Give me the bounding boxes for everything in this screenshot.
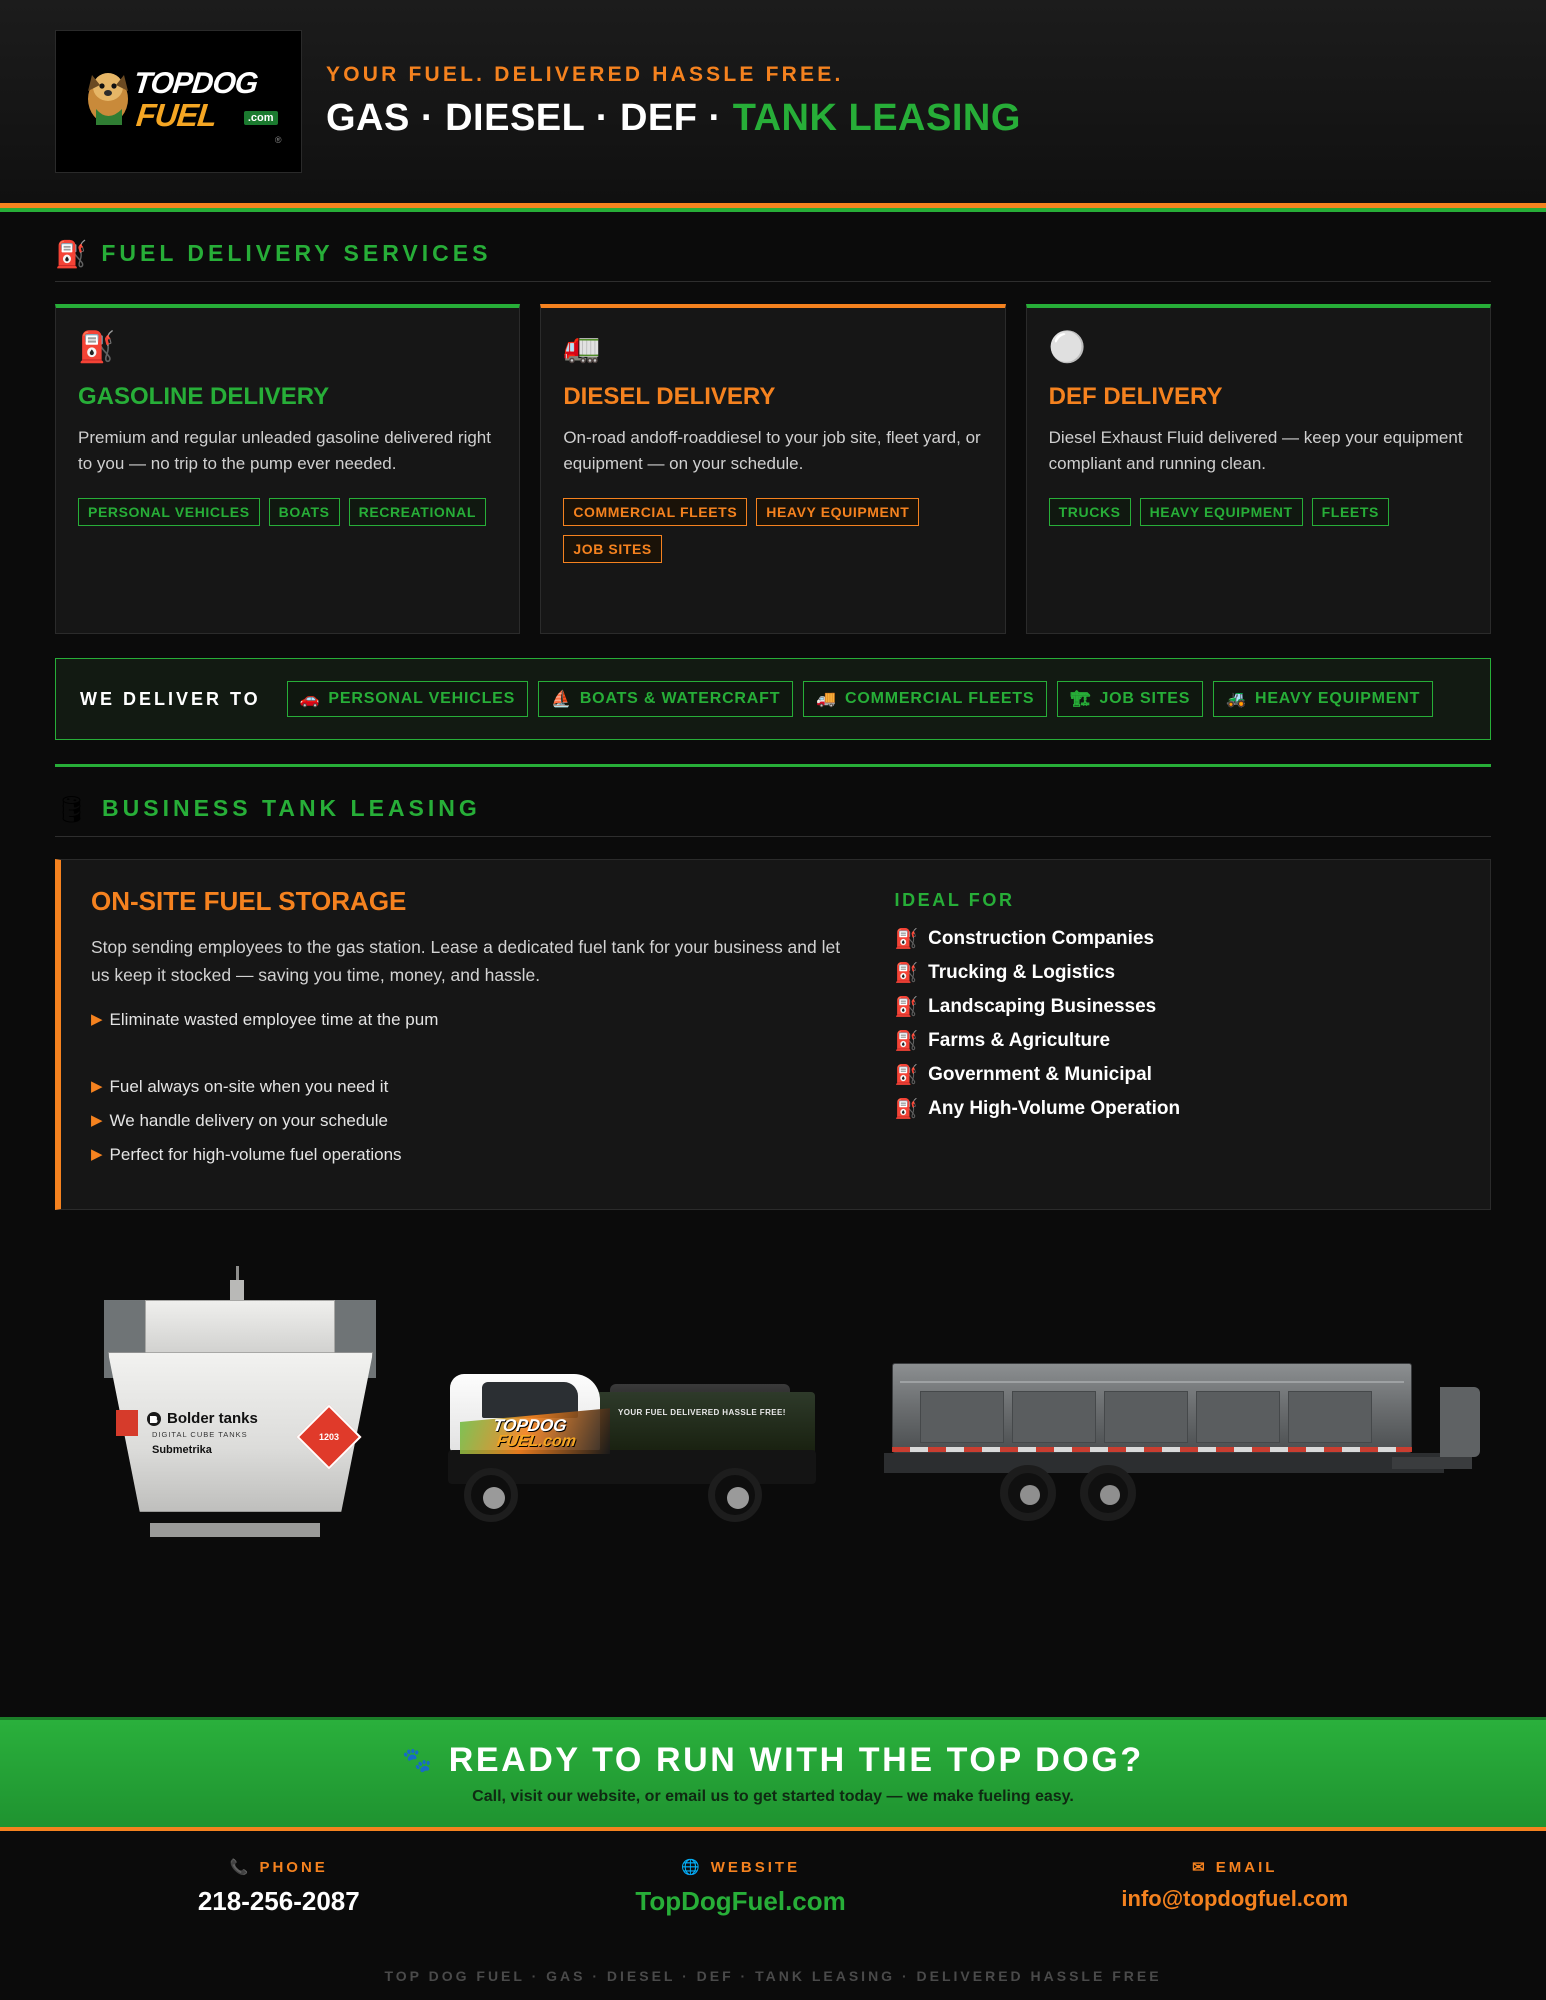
car-icon: 🚗 <box>299 691 321 708</box>
tag: TRUCKS <box>1049 498 1131 526</box>
logo-name-top: TOPDOG <box>131 66 259 100</box>
tractor-icon: 🚜 <box>1226 691 1247 708</box>
leasing-panel-body: Stop sending employees to the gas station. Lease a dedicated fuel tank for your business and let us keep it stocked — saving you time, money, and hassle. <box>91 937 841 986</box>
leasing-panel <box>55 859 1491 1210</box>
ideal-for-item-label: Any High-Volume Operation <box>928 1098 1181 1119</box>
trailer-wheel <box>1000 1465 1056 1521</box>
tank-top <box>145 1300 335 1358</box>
card-body: Premium and regular unleaded gasoline delivered right to you — no trip to the pump ever needed. <box>78 428 491 474</box>
service-card-def <box>1026 304 1491 634</box>
cta-title-row <box>402 1741 1144 1780</box>
card-body: On-road andoff-roaddiesel to your job site, fleet yard, or equipment — on your schedule. <box>563 428 981 474</box>
section-divider <box>55 764 1491 767</box>
card-tags <box>563 498 982 563</box>
gas-can-icon: ⛽ <box>894 929 919 950</box>
cta-title: READY TO RUN WITH THE TOP DOG? <box>448 1741 1144 1779</box>
trailer-panel <box>920 1391 1004 1443</box>
boat-icon: ⛵ <box>551 691 572 708</box>
ideal-for-title: IDEAL FOR <box>894 890 1015 910</box>
cta-subtitle: Call, visit our website, or email us to get started today — we make fueling easy. <box>472 1788 1074 1805</box>
gas-can-icon: ⛽ <box>894 1065 919 1086</box>
trailer-panel <box>1012 1391 1096 1443</box>
paw-prints-icon: 🐾 <box>402 1747 435 1774</box>
header-tagline: YOUR FUEL. DELIVERED HASSLE FREE. <box>326 63 844 86</box>
truck-wheel <box>464 1468 518 1522</box>
arrow-icon: ▶ <box>91 1146 103 1164</box>
service-card-gasoline <box>55 304 520 634</box>
deliver-to-item <box>803 681 1047 717</box>
photo-strip <box>0 1232 1546 1622</box>
tank-brand-sub: DIGITAL CUBE TANKS <box>152 1430 248 1440</box>
trailer-lid-line <box>900 1381 1404 1383</box>
leasing-bullet <box>91 1077 854 1097</box>
delivery-truck-photo <box>440 1350 840 1530</box>
trailer-panel <box>1104 1391 1188 1443</box>
headline-green-part: TANK LEASING <box>732 97 1021 139</box>
leasing-bullet-label: Fuel always on-site when you need it <box>109 1077 389 1097</box>
fuel-tank-photo <box>90 1262 390 1537</box>
deliver-to-bar <box>55 658 1491 740</box>
leasing-bullet-label: Eliminate wasted employee time at the pum <box>109 1009 439 1029</box>
ideal-for-item <box>894 1097 1460 1121</box>
truck-icon: 🚚 <box>816 691 838 708</box>
deliver-to-item-label: PERSONAL VEHICLES <box>328 690 516 707</box>
arrow-icon: ▶ <box>91 1010 103 1028</box>
gas-can-icon: ⛽ <box>894 1099 919 1120</box>
logo <box>55 30 302 173</box>
ideal-for-item <box>894 1063 1460 1087</box>
headline-white-part: GAS · DIESEL · DEF · <box>326 97 733 139</box>
deliver-to-item-label: HEAVY EQUIPMENT <box>1254 690 1421 707</box>
contact-website[interactable] <box>635 1858 845 1917</box>
card-tags <box>78 498 497 526</box>
leasing-bullet <box>91 1111 854 1131</box>
service-card-diesel <box>540 304 1005 634</box>
trailer-panel <box>1196 1391 1280 1443</box>
delivery-truck-icon: 🚛 <box>563 331 601 364</box>
leasing-section-title: BUSINESS TANK LEASING <box>102 795 481 821</box>
card-body: Diesel Exhaust Fluid delivered — keep your equipment compliant and running clean. <box>1048 428 1463 474</box>
tag: PERSONAL VEHICLES <box>78 498 260 526</box>
contact-label-row <box>198 1858 360 1876</box>
logo-name-bottom: FUEL <box>134 96 218 133</box>
ideal-for-item-label: Government & Municipal <box>928 1064 1152 1085</box>
trailer-panel <box>1288 1391 1372 1443</box>
ideal-for-item-label: Landscaping Businesses <box>928 996 1157 1017</box>
tank-brand <box>146 1410 258 1427</box>
contact-row <box>0 1840 1546 1917</box>
deliver-to-item <box>538 681 793 717</box>
card-tags <box>1049 498 1468 526</box>
tank-brand-secondary: Submetrika <box>152 1444 212 1457</box>
tank-foot <box>150 1523 320 1537</box>
ideal-for-item <box>894 927 1460 951</box>
email-icon: ✉ <box>1192 1859 1208 1876</box>
trailer-frame <box>884 1453 1444 1473</box>
ideal-for-item <box>894 995 1460 1019</box>
trailer-tongue <box>1392 1457 1472 1469</box>
deliver-to-label: WE DELIVER TO <box>80 688 261 709</box>
tag: FLEETS <box>1312 498 1389 526</box>
arrow-icon: ▶ <box>91 1078 103 1096</box>
contact-label: EMAIL <box>1215 1858 1278 1876</box>
contact-value[interactable]: info@topdogfuel.com <box>1121 1886 1349 1911</box>
tank-warning-label <box>116 1410 138 1436</box>
truck-wheel <box>708 1468 762 1522</box>
contact-value[interactable]: TopDogFuel.com <box>635 1886 846 1916</box>
fuel-trailer-photo <box>880 1347 1480 1532</box>
truck-slogan: YOUR FUEL DELIVERED HASSLE FREE! <box>618 1408 786 1418</box>
page-header <box>0 0 1546 203</box>
deliver-to-item <box>1213 681 1433 717</box>
card-title: DEF DELIVERY <box>1048 383 1223 410</box>
deliver-to-item-label: JOB SITES <box>1099 690 1191 707</box>
leasing-panel-left <box>91 886 854 1179</box>
fuel-drum-icon: 🛢 <box>55 793 89 824</box>
card-title: DIESEL DELIVERY <box>563 383 776 410</box>
tag: JOB SITES <box>563 535 662 563</box>
leasing-bullet <box>91 1044 854 1064</box>
tag: BOATS <box>269 498 340 526</box>
truck-brand-top: TOPDOG <box>491 1416 568 1436</box>
leasing-panel-title: ON-SITE FUEL STORAGE <box>91 886 407 916</box>
contact-phone[interactable] <box>198 1858 360 1917</box>
tag: HEAVY EQUIPMENT <box>1140 498 1303 526</box>
deliver-to-items <box>287 681 1434 717</box>
gas-can-icon: ⛽ <box>55 238 88 269</box>
contact-value[interactable]: 218-256-2087 <box>197 1886 360 1916</box>
phone-icon: 📞 <box>229 1859 252 1876</box>
truck-bed <box>590 1392 815 1454</box>
tag: RECREATIONAL <box>349 498 486 526</box>
def-fluid-icon: ⚪ <box>1048 331 1087 364</box>
tag: HEAVY EQUIPMENT <box>756 498 919 526</box>
gas-can-icon: ⛽ <box>894 997 919 1018</box>
service-cards <box>55 304 1491 634</box>
leasing-section-heading <box>55 795 1491 837</box>
globe-icon: 🌐 <box>681 1859 703 1876</box>
card-title: GASOLINE DELIVERY <box>78 383 330 410</box>
contact-label: PHONE <box>259 1858 328 1876</box>
logo-com: .com <box>244 111 278 125</box>
logo-wordmark <box>128 67 259 134</box>
contact-label-row <box>635 1858 845 1876</box>
leasing-bullet <box>91 1010 854 1030</box>
services-section-title: FUEL DELIVERY SERVICES <box>101 240 492 266</box>
tag: COMMERCIAL FLEETS <box>563 498 747 526</box>
ideal-for-item-label: Trucking & Logistics <box>928 962 1116 983</box>
contact-label: WEBSITE <box>710 1858 801 1876</box>
deliver-to-item-label: BOATS & WATERCRAFT <box>579 690 781 707</box>
construction-icon: 🏗 <box>1070 691 1092 708</box>
hazmat-placard-number: 1203 <box>318 1432 340 1443</box>
contact-label-row <box>1121 1858 1348 1876</box>
ideal-for-item <box>894 961 1460 985</box>
trailer-reflective-stripe <box>892 1447 1412 1452</box>
leasing-bullet-label: Perfect for high-volume fuel operations <box>109 1145 402 1165</box>
leasing-panel-right <box>894 886 1460 1179</box>
trailer-wheel <box>1080 1465 1136 1521</box>
trailer-nose <box>1440 1387 1480 1457</box>
header-green-rule <box>0 208 1546 212</box>
deliver-to-item <box>1057 681 1203 717</box>
cta-banner <box>0 1717 1546 1831</box>
leasing-bullet-label: We handle delivery on your schedule <box>109 1111 389 1131</box>
services-section-heading <box>55 240 1491 282</box>
gas-can-icon: ⛽ <box>894 1031 919 1052</box>
arrow-icon: ▶ <box>91 1112 103 1130</box>
leasing-bullet <box>91 1145 854 1165</box>
ideal-for-item-label: Farms & Agriculture <box>928 1030 1111 1051</box>
bolder-tanks-logo-icon <box>146 1411 162 1427</box>
truck-brand-bottom: FUEL.com <box>495 1433 578 1451</box>
contact-email[interactable] <box>1121 1858 1348 1912</box>
gas-can-icon: ⛽ <box>894 963 919 984</box>
logo-registered-mark: ® <box>274 134 282 145</box>
deliver-to-item <box>287 681 528 717</box>
deliver-to-item-label: COMMERCIAL FLEETS <box>845 690 1035 707</box>
footer-note: TOP DOG FUEL · GAS · DIESEL · DEF · TANK LEASING · DELIVERED HASSLE FREE <box>384 1968 1162 1984</box>
truck-brand-text <box>490 1416 580 1451</box>
ideal-for-item-label: Construction Companies <box>928 928 1155 949</box>
ideal-for-item <box>894 1029 1460 1053</box>
header-headline <box>326 97 1021 140</box>
gas-can-icon: ⛽ <box>78 331 116 364</box>
tank-brand-label: Bolder tanks <box>167 1410 258 1428</box>
